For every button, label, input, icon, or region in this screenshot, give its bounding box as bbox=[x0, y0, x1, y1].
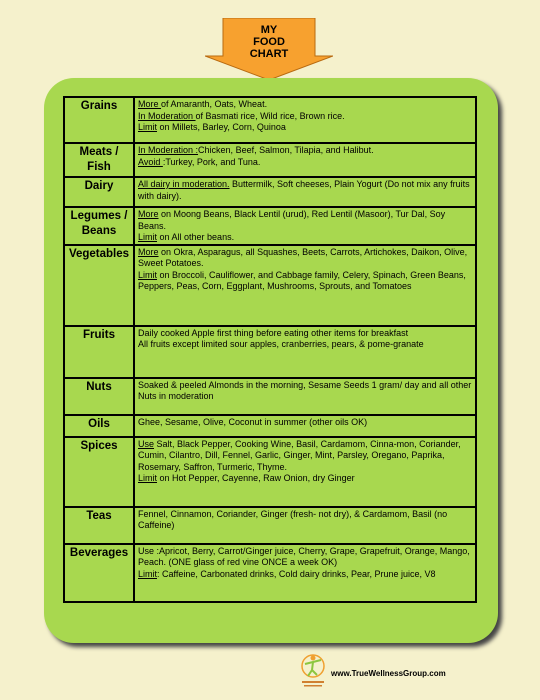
description-line bbox=[138, 122, 472, 134]
description-cell bbox=[134, 378, 476, 415]
category-cell: Beverages bbox=[64, 544, 134, 602]
title-line-1: MY bbox=[260, 24, 278, 36]
food-text: Soaked & peeled Almonds in the morning, Sesame Seeds 1 gram/ day and all other Nuts in moderation bbox=[138, 379, 472, 401]
category-cell: Meats / Fish bbox=[64, 143, 134, 177]
qualifier-text: Limit bbox=[138, 568, 158, 579]
food-text: Chicken, Beef, Salmon, Tilapia, and Halibut. bbox=[198, 145, 374, 155]
food-text: Buttermilk, Soft cheeses, Plain Yogurt (Do not mix any fruits with dairy). bbox=[138, 179, 470, 201]
description-line bbox=[138, 339, 472, 351]
food-text: on Millets, Barley, Corn, Quinoa bbox=[157, 122, 286, 132]
qualifier-text: Use bbox=[138, 438, 155, 449]
table-row bbox=[64, 97, 476, 143]
description-line bbox=[138, 509, 472, 532]
table-row bbox=[64, 207, 476, 245]
description-cell bbox=[134, 415, 476, 437]
table-row bbox=[64, 437, 476, 507]
qualifier-text: Limit bbox=[138, 122, 158, 132]
food-text: Use :Apricot, Berry, Carrot/Ginger juice, Cherry, Grape, Grapefruit, Orange, Mango, Peach. (ONE glass of red vine ONCE a week OK) bbox=[138, 545, 470, 567]
qualifier-text: All dairy in moderation. bbox=[138, 179, 230, 189]
description-cell bbox=[134, 437, 476, 507]
wellness-figure-icon bbox=[300, 652, 326, 688]
category-cell: Vegetables bbox=[64, 245, 134, 326]
description-line bbox=[138, 247, 472, 270]
category-cell: Oils bbox=[64, 415, 134, 437]
description-line bbox=[138, 232, 472, 244]
description-line bbox=[138, 417, 472, 429]
table-row bbox=[64, 177, 476, 207]
description-line bbox=[138, 99, 472, 111]
category-cell: Spices bbox=[64, 437, 134, 507]
food-text: on All other beans. bbox=[157, 232, 235, 242]
description-cell bbox=[134, 143, 476, 177]
table-row bbox=[64, 378, 476, 415]
description-cell bbox=[134, 507, 476, 544]
description-cell bbox=[134, 245, 476, 326]
qualifier-text: Limit bbox=[138, 269, 158, 280]
header-arrow bbox=[205, 18, 333, 80]
table-row bbox=[64, 326, 476, 378]
food-text: on Hot Pepper, Cayenne, Raw Onion, dry Ginger bbox=[157, 473, 355, 483]
description-line bbox=[138, 328, 472, 340]
description-line bbox=[138, 473, 472, 485]
food-text: :Turkey, Pork, and Tuna. bbox=[162, 156, 261, 167]
food-text: on Okra, Asparagus, all Squashes, Beets, Carrots, Artichokes, Daikon, Olive, Sweet Potatoes. bbox=[138, 246, 468, 268]
title-line-2: FOOD bbox=[253, 36, 285, 48]
description-line bbox=[138, 380, 472, 403]
food-text: All fruits except limited sour apples, cranberries, pears, & pome-granate bbox=[138, 339, 424, 349]
table-row bbox=[64, 245, 476, 326]
food-text: of Basmati rice, Wild rice, Brown rice. bbox=[195, 110, 345, 121]
description-line bbox=[138, 546, 472, 569]
description-line bbox=[138, 157, 472, 169]
description-line bbox=[138, 569, 472, 581]
description-cell bbox=[134, 326, 476, 378]
qualifier-text: More bbox=[138, 246, 159, 257]
description-cell bbox=[134, 177, 476, 207]
description-cell bbox=[134, 97, 476, 143]
qualifier-text: In Moderation bbox=[138, 110, 196, 121]
page-title bbox=[205, 24, 333, 60]
description-line bbox=[138, 270, 472, 293]
qualifier-text: More bbox=[138, 99, 162, 109]
food-text: Salt, Black Pepper, Cooking Wine, Basil, Cardamom, Cinna-mon, Coriander, Cumin, Cilantro, Dill, Fennel, Garlic, Ginger, Mint, Parsley, Oregano, Paprika, Rosemary, Saffron, Turmeric, Thyme. bbox=[138, 438, 461, 472]
category-cell: Nuts bbox=[64, 378, 134, 415]
description-line bbox=[138, 179, 472, 202]
food-text: Ghee, Sesame, Olive, Coconut in summer (other oils OK) bbox=[138, 416, 368, 427]
qualifier-text: More bbox=[138, 209, 159, 219]
category-cell: Teas bbox=[64, 507, 134, 544]
category-cell: Dairy bbox=[64, 177, 134, 207]
food-text: on Moong Beans, Black Lentil (urud), Red Lentil (Masoor), Tur Dal, Soy Beans. bbox=[138, 209, 446, 231]
description-line bbox=[138, 111, 472, 123]
food-text: of Amaranth, Oats, Wheat. bbox=[161, 99, 268, 109]
title-line-3: CHART bbox=[249, 48, 289, 60]
table-row bbox=[64, 544, 476, 602]
food-text: Fennel, Cinnamon, Coriander, Ginger (fresh- not dry), & Cardamom, Basil (no Caffeine) bbox=[138, 508, 448, 530]
food-text: on Broccoli, Cauliflower, and Cabbage family, Celery, Spinach, Green Beans, Peppers, Peas, Corn, Eggplant, Mushrooms, Sprouts, and Tomatoes bbox=[138, 269, 466, 291]
category-cell: Grains bbox=[64, 97, 134, 143]
qualifier-text: Limit bbox=[138, 232, 158, 242]
food-text: : Caffeine, Carbonated drinks, Cold dairy drinks, Pear, Prune juice, V8 bbox=[157, 568, 436, 579]
table-row bbox=[64, 507, 476, 544]
food-text: Daily cooked Apple first thing before eating other items for breakfast bbox=[138, 327, 409, 338]
food-chart-body bbox=[64, 97, 476, 602]
qualifier-text: Limit bbox=[138, 473, 158, 483]
description-line bbox=[138, 145, 472, 157]
description-cell bbox=[134, 544, 476, 602]
table-row bbox=[64, 143, 476, 177]
footer-url[interactable]: www.TrueWellnessGroup.com bbox=[331, 669, 446, 678]
table-row bbox=[64, 415, 476, 437]
category-cell: Legumes / Beans bbox=[64, 207, 134, 245]
description-cell bbox=[134, 207, 476, 245]
description-line bbox=[138, 209, 472, 232]
food-chart-table bbox=[63, 96, 477, 603]
category-cell: Fruits bbox=[64, 326, 134, 378]
qualifier-text: Avoid bbox=[138, 156, 163, 167]
qualifier-text: In Moderation : bbox=[138, 145, 199, 155]
description-line bbox=[138, 439, 472, 474]
